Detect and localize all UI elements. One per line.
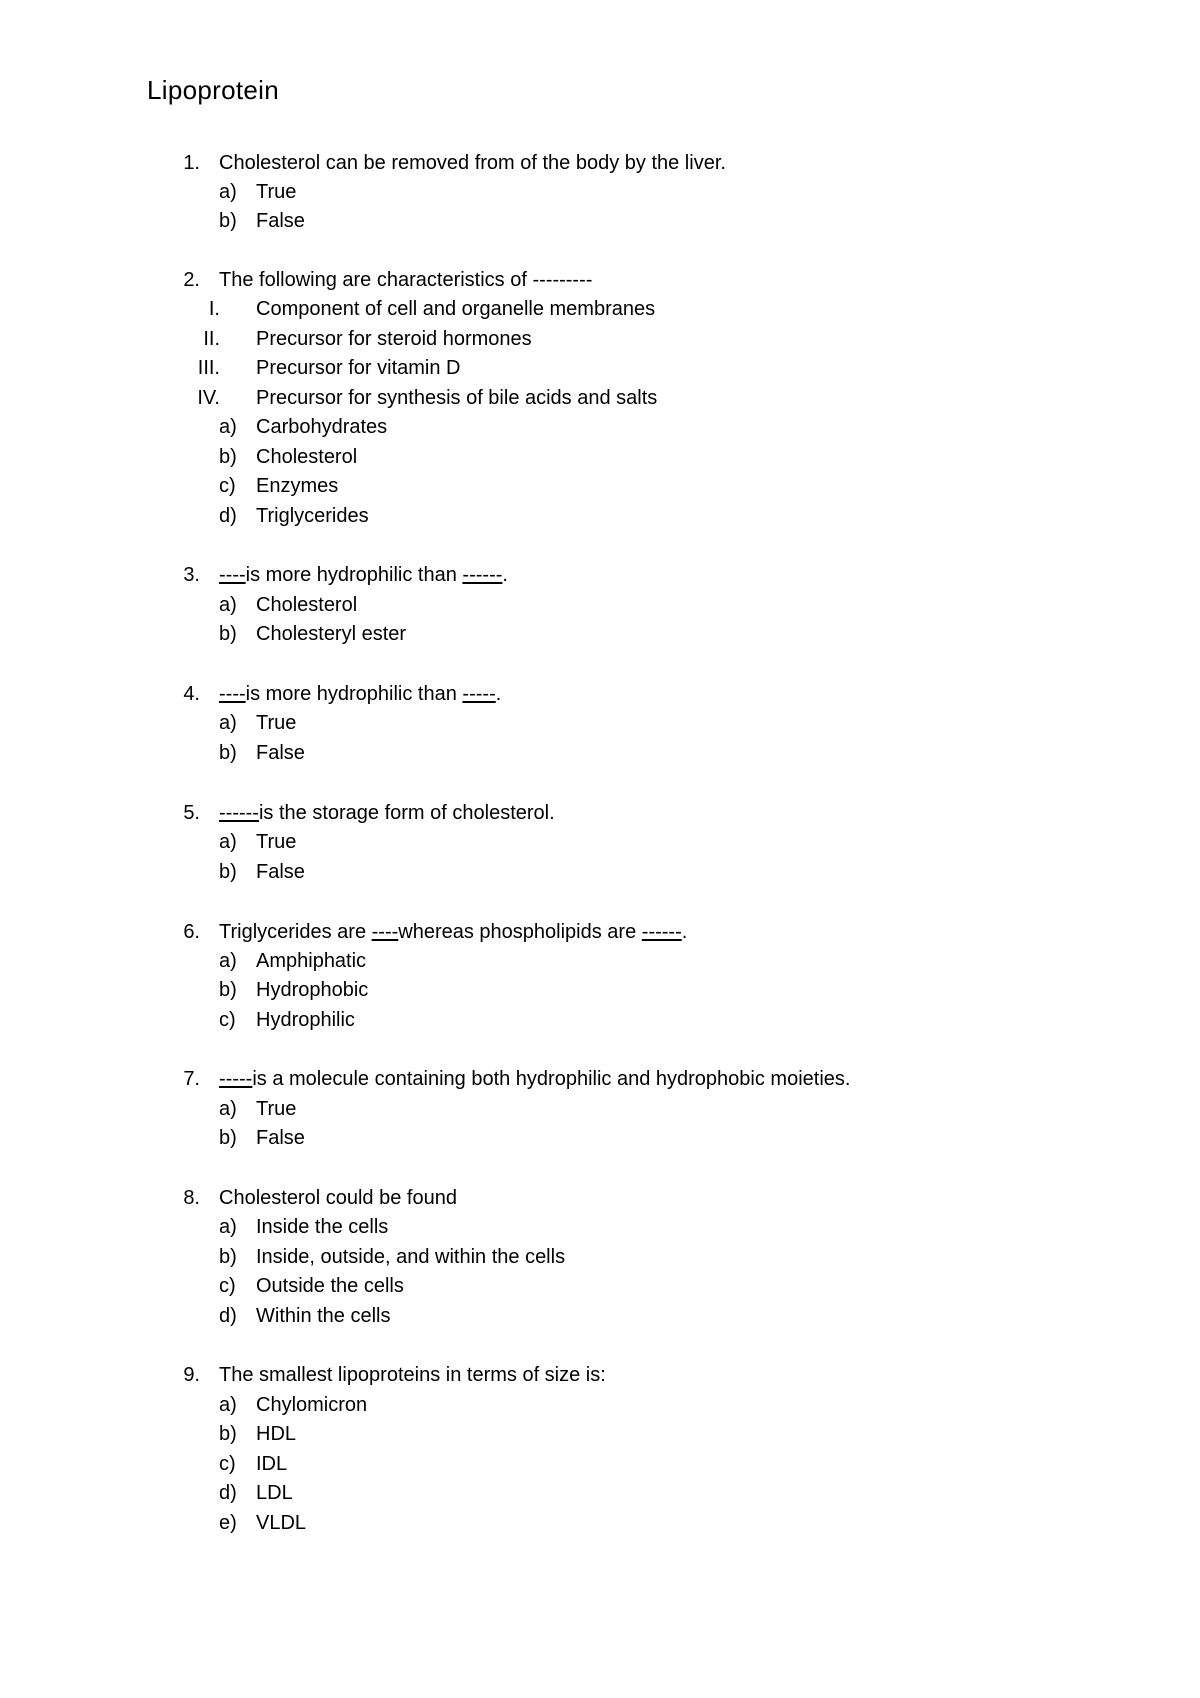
question-number: 8. [183, 1187, 200, 1209]
option-letter: a) [219, 1216, 237, 1238]
option-letter: b) [219, 979, 237, 1001]
roman-numeral: III. [197, 357, 220, 379]
question-text: The following are characteristics of --------- [219, 269, 593, 291]
option-letter: d) [219, 505, 237, 527]
question-number: 6. [183, 921, 200, 943]
blank: ---- [371, 921, 399, 943]
option-letter: b) [219, 623, 237, 645]
page-title: Lipoprotein [147, 75, 279, 105]
blank: ------ [641, 921, 682, 943]
blank: ----- [462, 683, 496, 705]
question-number: 4. [183, 683, 200, 705]
option-text: True [256, 1098, 297, 1120]
question-text: -----is a molecule containing both hydrophilic and hydrophobic moieties. [219, 1068, 851, 1090]
option-letter: a) [219, 416, 237, 438]
option-text: Amphiphatic [256, 950, 367, 972]
blank: ------ [462, 564, 503, 586]
option-letter: b) [219, 742, 237, 764]
option-text: Hydrophilic [256, 1009, 355, 1031]
option-letter: a) [219, 1098, 237, 1120]
roman-numeral: I. [208, 298, 220, 320]
option-text: Cholesterol [256, 594, 358, 616]
option-letter: a) [219, 1394, 237, 1416]
question-number: 2. [183, 269, 200, 291]
question-text: ----is more hydrophilic than -----. [219, 683, 502, 705]
question-text: Cholesterol could be found [219, 1187, 457, 1209]
option-text: True [256, 712, 297, 734]
option-letter: a) [219, 831, 237, 853]
option-text: True [256, 831, 297, 853]
option-letter: a) [219, 950, 237, 972]
question-number: 7. [183, 1068, 200, 1090]
option-text: Enzymes [256, 475, 339, 497]
roman-numeral: IV. [197, 387, 220, 409]
question-text: The smallest lipoproteins in terms of size is: [219, 1364, 606, 1386]
option-text: Inside, outside, and within the cells [256, 1246, 566, 1268]
question-number: 1. [183, 152, 200, 174]
question-number: 5. [183, 802, 200, 824]
option-text: IDL [256, 1453, 288, 1475]
option-text: Cholesteryl ester [256, 623, 407, 645]
option-text: False [256, 861, 305, 883]
option-text: HDL [256, 1423, 297, 1445]
option-text: Cholesterol [256, 446, 358, 468]
option-letter: c) [219, 1275, 236, 1297]
option-text: Outside the cells [256, 1275, 404, 1297]
blank: ---- [219, 564, 246, 586]
option-letter: a) [219, 181, 237, 203]
blank: ------ [219, 802, 259, 824]
option-text: False [256, 742, 305, 764]
option-text: True [256, 181, 297, 203]
option-letter: e) [219, 1512, 237, 1534]
question-text: Triglycerides are ----whereas phospholipids are ------. [219, 921, 688, 943]
roman-text: Precursor for vitamin D [256, 357, 461, 379]
question-text: ------is the storage form of cholesterol. [219, 802, 555, 824]
option-text: Inside the cells [256, 1216, 389, 1238]
roman-numeral: II. [203, 328, 220, 350]
option-text: Chylomicron [256, 1394, 368, 1416]
option-letter: b) [219, 210, 237, 232]
option-letter: d) [219, 1482, 237, 1504]
option-text: LDL [256, 1482, 293, 1504]
option-letter: c) [219, 1009, 236, 1031]
option-text: Carbohydrates [256, 416, 388, 438]
question-text: ----is more hydrophilic than ------. [219, 564, 508, 586]
roman-text: Precursor for synthesis of bile acids and salts [256, 387, 658, 409]
roman-text: Component of cell and organelle membranes [256, 298, 656, 320]
roman-text: Precursor for steroid hormones [256, 328, 532, 350]
option-letter: d) [219, 1305, 237, 1327]
question-number: 3. [183, 564, 200, 586]
option-text: False [256, 1127, 305, 1149]
option-text: Hydrophobic [256, 979, 369, 1001]
option-letter: b) [219, 1127, 237, 1149]
option-letter: b) [219, 1246, 237, 1268]
option-text: VLDL [256, 1512, 307, 1534]
option-letter: c) [219, 1453, 236, 1475]
question-text: Cholesterol can be removed from of the body by the liver. [219, 152, 726, 174]
option-letter: b) [219, 861, 237, 883]
blank: ---- [219, 683, 246, 705]
blank: ----- [219, 1068, 253, 1090]
option-letter: a) [219, 594, 237, 616]
option-text: Triglycerides [256, 505, 369, 527]
option-letter: b) [219, 1423, 237, 1445]
option-text: False [256, 210, 305, 232]
option-letter: b) [219, 446, 237, 468]
option-text: Within the cells [256, 1305, 391, 1327]
option-letter: c) [219, 475, 236, 497]
option-letter: a) [219, 712, 237, 734]
question-number: 9. [183, 1364, 200, 1386]
